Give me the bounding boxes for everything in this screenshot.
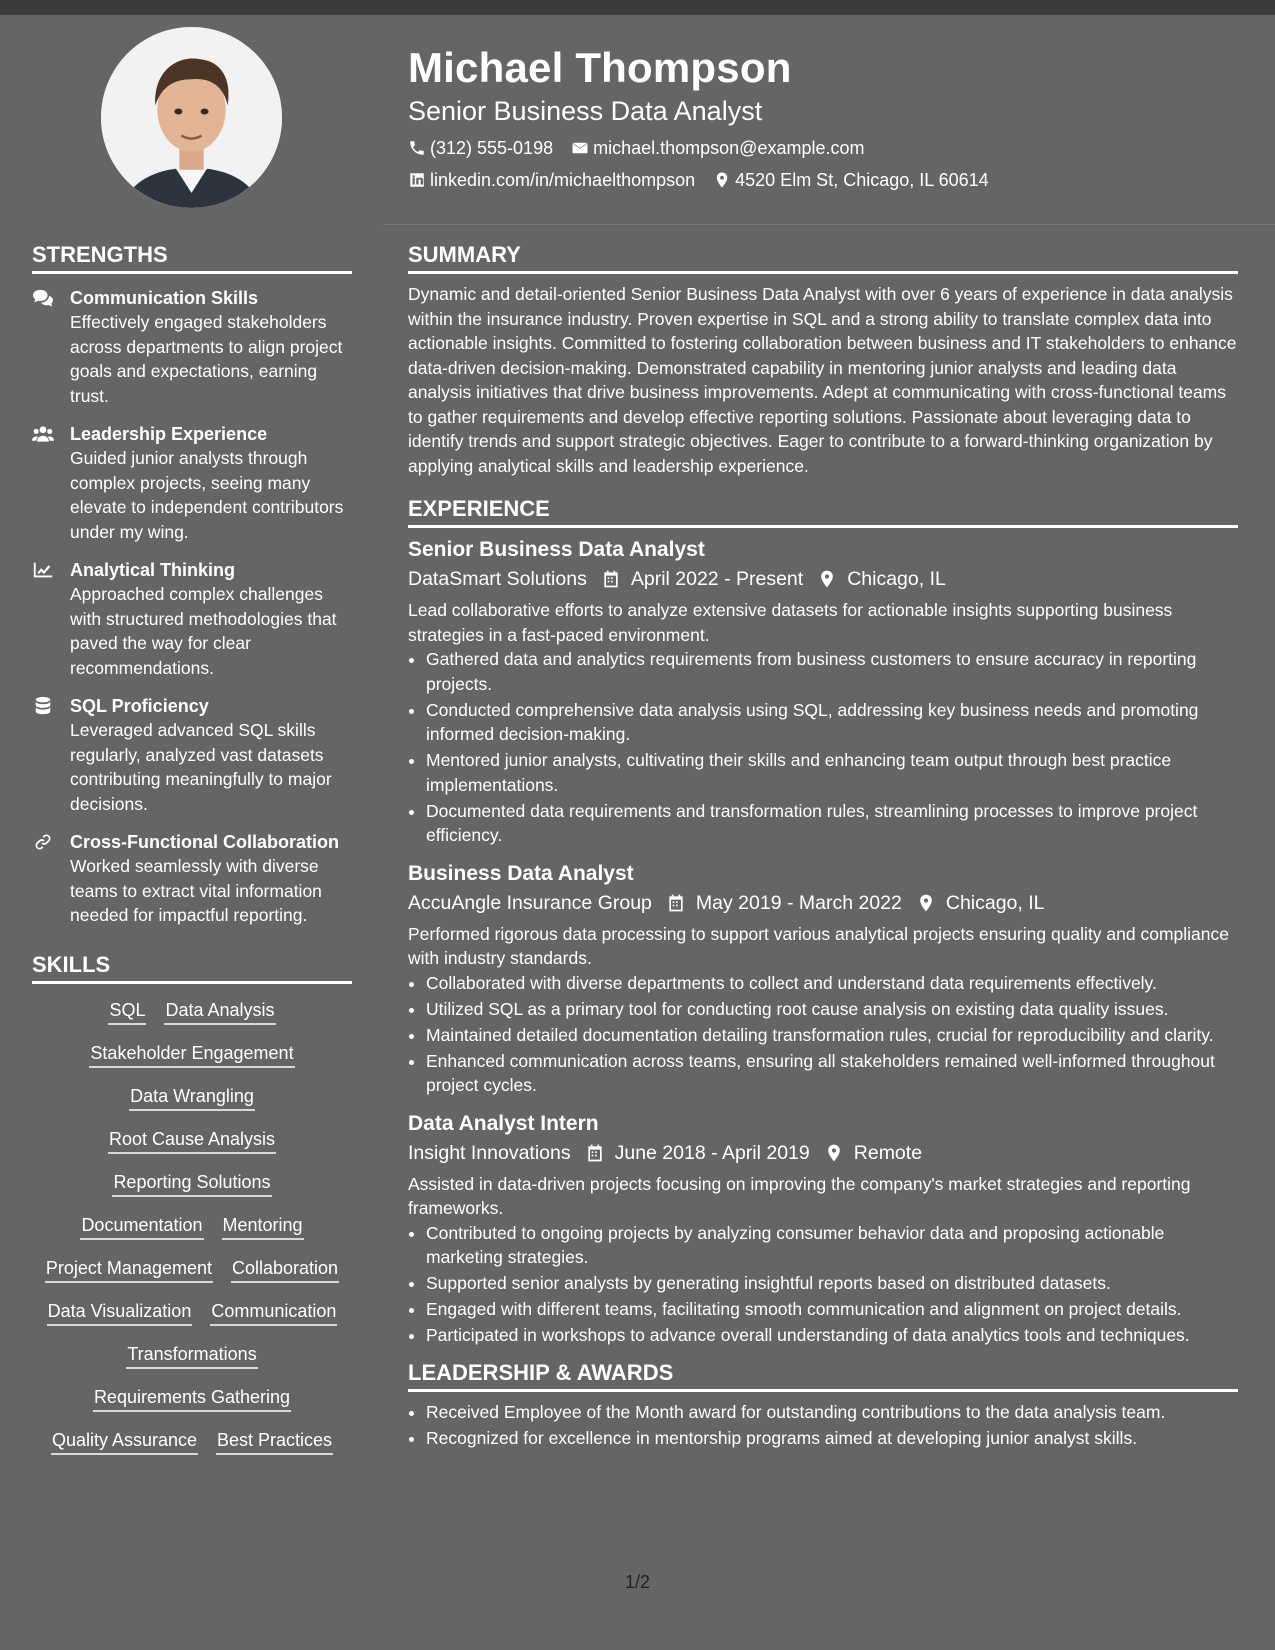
skills-list: [32, 998, 352, 1471]
skill-row: [80, 1041, 303, 1068]
job-location: Chicago, IL: [945, 891, 1045, 914]
skill-tag: Reporting Solutions: [112, 1170, 271, 1197]
calendar-icon: [585, 1143, 605, 1163]
email-text: michael.thompson@example.com: [593, 138, 865, 158]
sidebar: [32, 242, 352, 1471]
job-dates: May 2019 - March 2022: [695, 891, 902, 914]
strength-item: [32, 558, 352, 680]
job-description: Performed rigorous data processing to support various analytical projects ensuring quality and compliance with industry standards.: [408, 923, 1229, 968]
strength-title: Cross-Functional Collaboration: [70, 832, 340, 852]
contact-row-2: [408, 166, 1228, 194]
contact-linkedin[interactable]: [408, 166, 695, 194]
job-entry: [408, 860, 1238, 1098]
job-meta: [408, 888, 1238, 918]
users-icon: [32, 424, 54, 444]
phone-icon: [408, 139, 426, 157]
job-location: Remote: [853, 1141, 923, 1164]
comments-icon: [32, 288, 54, 308]
summary-heading: SUMMARY: [408, 242, 1238, 274]
job-meta: [408, 1138, 1238, 1168]
contact-phone[interactable]: [408, 134, 553, 162]
map-pin-icon: [817, 569, 837, 589]
contact-address: [713, 166, 989, 194]
strength-desc: Guided junior analysts through complex projects, seeing many elevate to independent contributors under my wing.: [70, 448, 344, 542]
strength-desc: Worked seamlessly with diverse teams to extract vital information needed for impactful reporting.: [70, 856, 322, 925]
skill-tag: Project Management: [45, 1256, 213, 1283]
map-pin-icon: [713, 171, 731, 189]
job-meta: [408, 564, 1238, 594]
header-divider: [383, 224, 1275, 225]
page-indicator: 1/2: [624, 1572, 651, 1592]
strength-item: [32, 286, 352, 408]
skill-row: [103, 1170, 280, 1197]
chart-line-icon: [32, 560, 54, 580]
map-pin-icon: [824, 1143, 844, 1163]
skill-row: [117, 1342, 266, 1369]
job-title: Data Analyst Intern: [408, 1111, 599, 1135]
strength-desc: Approached complex challenges with structured methodologies that paved the way for clear recommendations.: [70, 584, 337, 678]
contact-row-1: [408, 134, 1228, 162]
skill-row: [99, 1127, 285, 1154]
skill-tag: Data Visualization: [47, 1299, 193, 1326]
job-bullets: [408, 647, 1238, 848]
database-icon: [32, 696, 54, 716]
skill-tag: Transformations: [126, 1342, 257, 1369]
job-bullets: [408, 1221, 1238, 1348]
strength-title: SQL Proficiency: [70, 696, 209, 716]
skill-tag: Requirements Gathering: [93, 1385, 291, 1412]
job-bullet: • Participated in workshops to advance overall understanding of data analytics tools and techniques.: [426, 1323, 1238, 1348]
job-location-wrap: [916, 888, 1045, 918]
job-dates: April 2022 - Present: [630, 568, 804, 590]
skill-row: [84, 1385, 300, 1412]
job-dates-wrap: [585, 1138, 810, 1168]
strength-item: [32, 830, 352, 928]
job-dates: June 2018 - April 2019: [614, 1141, 810, 1164]
job-location-wrap: [817, 564, 946, 594]
job-bullet: • Maintained detailed documentation detailing transformation rules, crucial for reproducibility and clarity.: [426, 1023, 1238, 1048]
strength-title: Leadership Experience: [70, 424, 268, 444]
experience-heading: EXPERIENCE: [408, 496, 1238, 528]
calendar-icon: [666, 893, 686, 913]
job-company: AccuAngle Insurance Group: [408, 891, 652, 914]
job-bullet: • Supported senior analysts by generating insightful reports based on distributed datasets.: [426, 1271, 1238, 1296]
strength-desc: Leveraged advanced SQL skills regularly, analyzed vast datasets contributing meaningfully to major decisions.: [70, 720, 332, 814]
awards-heading: LEADERSHIP & AWARDS: [408, 1360, 1238, 1392]
job-location: Chicago, IL: [847, 568, 946, 590]
job-location-wrap: [824, 1138, 922, 1168]
address-text: 4520 Elm St, Chicago, IL 60614: [735, 170, 989, 190]
linkedin-icon: [408, 171, 426, 189]
phone-text: (312) 555-0198: [430, 138, 554, 158]
job-bullets: [408, 971, 1238, 1098]
resume-header: [408, 42, 1228, 198]
skill-row: [36, 1256, 348, 1283]
strength-title: Analytical Thinking: [70, 560, 236, 580]
skill-tag: Stakeholder Engagement: [89, 1041, 294, 1068]
skill-tag: Mentoring: [222, 1213, 304, 1240]
job-bullet: • Utilized SQL as a primary tool for conducting root cause analysis on existing data quality issues.: [426, 997, 1238, 1022]
main-column: [408, 242, 1238, 1452]
job-bullet: • Enhanced communication across teams, ensuring all stakeholders remained well-informed throughout project cycles.: [426, 1049, 1238, 1098]
job-bullet: • Conducted comprehensive data analysis using SQL, addressing key business needs and promoting informed decision-making.: [426, 698, 1238, 747]
skills-heading: SKILLS: [32, 952, 352, 984]
job-bullet: • Mentored junior analysts, cultivating their skills and enhancing team output through best practice implementations.: [426, 748, 1238, 797]
contact-email[interactable]: [571, 134, 864, 162]
award-item: • Received Employee of the Month award for outstanding contributions to the data analysis team.: [426, 1400, 1238, 1425]
skill-tag: SQL: [108, 998, 146, 1025]
job-bullet: • Documented data requirements and transformation rules, streamlining processes to improve project efficiency.: [426, 799, 1238, 848]
strength-title: Communication Skills: [70, 288, 259, 308]
linkedin-text: linkedin.com/in/michaelthompson: [430, 170, 696, 190]
skill-tag: Communication: [210, 1299, 337, 1326]
job-title: Business Data Analyst: [408, 861, 634, 885]
job-dates-wrap: [601, 564, 803, 594]
skill-tag: Collaboration: [231, 1256, 339, 1283]
job-dates-wrap: [666, 888, 902, 918]
job-company: Insight Innovations: [408, 1141, 571, 1164]
job-company: DataSmart Solutions: [408, 568, 587, 590]
skill-row: [99, 998, 284, 1025]
envelope-icon: [571, 139, 589, 157]
map-pin-icon: [916, 893, 936, 913]
candidate-title: Senior Business Data Analyst: [408, 96, 763, 126]
skill-tag: Best Practices: [216, 1428, 333, 1455]
candidate-name: Michael Thompson: [408, 44, 792, 91]
job-description: Lead collaborative efforts to analyze extensive datasets for actionable insights supporting business strategies in a fast-paced environment.: [408, 600, 1173, 645]
job-entry: [408, 1110, 1238, 1348]
strength-item: [32, 694, 352, 816]
skill-tag: Data Wrangling: [129, 1084, 255, 1111]
link-icon: [32, 832, 54, 852]
award-item: • Recognized for excellence in mentorship programs aimed at developing junior analyst skills.: [426, 1426, 1238, 1451]
job-description: Assisted in data-driven projects focusing on improving the company's market strategies and reporting frameworks.: [408, 1173, 1191, 1218]
profile-photo: [101, 27, 282, 208]
skill-tag: Quality Assurance: [51, 1428, 198, 1455]
job-bullet: • Contributed to ongoing projects by analyzing consumer behavior data and proposing actionable marketing strategies.: [426, 1221, 1238, 1270]
awards-list: [408, 1400, 1238, 1451]
skill-tag: Documentation: [80, 1213, 203, 1240]
job-title: Senior Business Data Analyst: [408, 538, 705, 561]
strength-item: [32, 422, 352, 544]
calendar-icon: [601, 569, 621, 589]
job-entry: [408, 536, 1238, 848]
skill-tag: Data Analysis: [164, 998, 275, 1025]
job-bullet: • Collaborated with diverse departments to collect and understand data requirements effectively.: [426, 971, 1238, 996]
skill-row: [38, 1299, 347, 1326]
skill-row: [71, 1213, 312, 1240]
skill-row: [42, 1428, 342, 1455]
job-bullet: • Engaged with different teams, facilitating smooth communication and alignment on project details.: [426, 1297, 1238, 1322]
skill-row: [120, 1084, 264, 1111]
top-bar: [0, 0, 1275, 15]
job-bullet: • Gathered data and analytics requirements from business customers to ensure accuracy in reporting projects.: [426, 647, 1238, 696]
strengths-heading: STRENGTHS: [32, 242, 352, 274]
strength-desc: Effectively engaged stakeholders across departments to align project goals and expectations, earning trust.: [70, 312, 343, 406]
skill-tag: Root Cause Analysis: [108, 1127, 276, 1154]
summary-text: Dynamic and detail-oriented Senior Business Data Analyst with over 6 years of experience in data analysis within the insurance industry. Proven expertise in SQL and a strong ability to translate complex data into actionable insights. Committed to fostering collaboration between business and IT stakeholders to enhance data-driven decision-making. Demonstrated capability in mentoring junior analysts and leading data analysis initiatives that drive business improvements. Adept at communicating with cross-functional teams to gather requirements and develop effective reporting solutions. Passionate about leveraging data to identify trends and support strategic objectives. Eager to contribute to a forward-thinking organization by applying analytical skills and leadership experience.: [408, 284, 1237, 476]
